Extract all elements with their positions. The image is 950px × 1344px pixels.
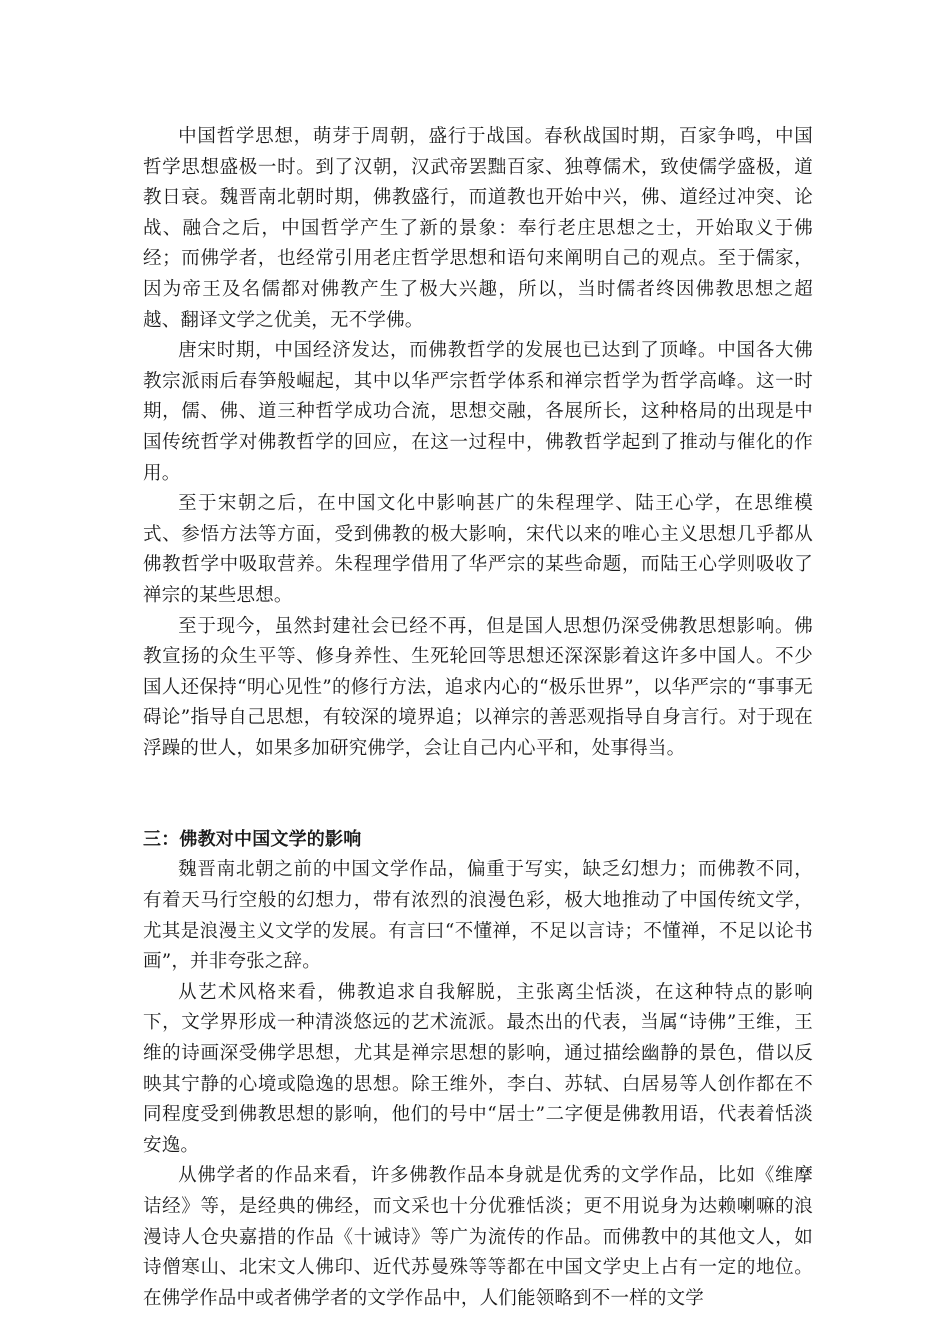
paragraph-art-style: 从艺术风格来看，佛教追求自我解脱，主张离尘恬淡，在这种特点的影响下，文学界形成一种清淡悠远的艺术流派。最杰出的代表，当属“诗佛”王维，王维的诗画深受佛学思想，尤其是禅宗思想的影响，通过描绘幽静的景色，借以反映其宁静的心境或隐逸的思想。除王维外，李白、苏轼、白居易等人创作都在不同程度受到佛教思想的影响，他们的号中“居士”二字便是佛教用语，代表着恬淡安逸。 [143, 981, 813, 1156]
section-gap [143, 764, 813, 825]
paragraph-buddhist-authors: 从佛学者的作品来看，许多佛教作品本身就是优秀的文学作品，比如《维摩诘经》等，是经典的佛经，而文采也十分优雅恬淡；更不用说身为达赖喇嘛的浪漫诗人仓央嘉措的作品《十诫诗》等广为流传的作品。而佛教中的其他文人，如诗僧寒山、北宋文人佛印、近代苏曼殊等等都在中国文学史上占有一定的地位。在佛学作品中或者佛学者的文学作品中，人们能领略到不一样的文学 [143, 1165, 813, 1309]
document-page [143, 122, 813, 1314]
paragraph-tang-song: 唐宋时期，中国经济发达，而佛教哲学的发展也已达到了顶峰。中国各大佛教宗派雨后春笋般崛起，其中以华严宗哲学体系和禅宗哲学为哲学高峰。这一时期，儒、佛、道三种哲学成功合流，思想交融，各展所长，这种格局的出现是中国传统哲学对佛教哲学的回应，在这一过程中，佛教哲学起到了推动与催化的作用。 [143, 340, 813, 484]
paragraph-philosophy-origins: 中国哲学思想，萌芽于周朝，盛行于战国。春秋战国时期，百家争鸣，中国哲学思想盛极一时。到了汉朝，汉武帝罢黜百家、独尊儒术，致使儒学盛极，道教日衰。魏晋南北朝时期，佛教盛行，而道教也开始中兴，佛、道经过冲突、论战、融合之后，中国哲学产生了新的景象：奉行老庄思想之士，开始取义于佛经；而佛学者，也经常引用老庄哲学思想和语句来阐明自己的观点。至于儒家，因为帝王及名儒都对佛教产生了极大兴趣，所以，当时儒者终因佛教思想之超越、翻译文学之优美，无不学佛。 [143, 126, 813, 331]
paragraph-song-after: 至于宋朝之后，在中国文化中影响甚广的朱程理学、陆王心学，在思维模式、参悟方法等方面，受到佛教的极大影响，宋代以来的唯心主义思想几乎都从佛教哲学中吸取营养。朱程理学借用了华严宗的某些命题，而陆王心学则吸收了禅宗的某些思想。 [143, 493, 813, 606]
paragraph-modern-day: 至于现今，虽然封建社会已经不再，但是国人思想仍深受佛教思想影响。佛教宣扬的众生平等、修身养性、生死轮回等思想还深深影着这许多中国人。不少国人还保持“明心见性”的修行方法，追求内心的“极乐世界”，以华严宗的“事事无碍论”指导自己思想，有较深的境界追；以禅宗的善恶观指导自身言行。对于现在浮躁的世人，如果多加研究佛学，会让自己内心平和，处事得当。 [143, 615, 813, 759]
section-heading: 三：佛教对中国文学的影响 [143, 829, 362, 851]
paragraph-literature-imagination: 魏晋南北朝之前的中国文学作品，偏重于写实，缺乏幻想力；而佛教不同，有着天马行空般的幻想力，带有浓烈的浪漫色彩，极大地推动了中国传统文学，尤其是浪漫主义文学的发展。有言曰“不懂禅，不足以言诗；不懂禅，不足以论书画”，并非夸张之辞。 [143, 859, 813, 973]
